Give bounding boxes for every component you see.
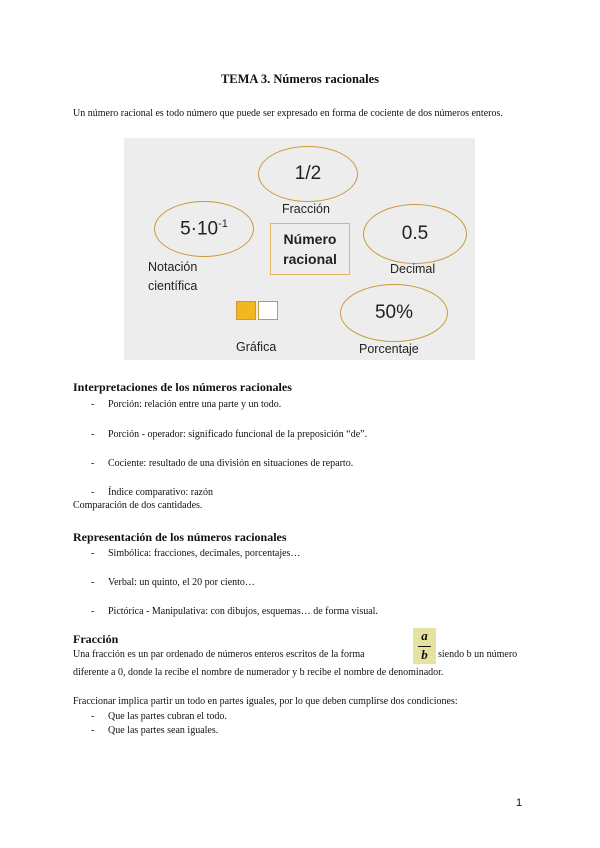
fraction-definition-1b: siendo b un número	[438, 649, 518, 660]
decimal-oval	[363, 204, 467, 264]
decimal-value: 0.5	[401, 223, 429, 244]
representation-heading: Representación de los números racionales	[73, 530, 287, 544]
interpretations-heading: Interpretaciones de los números racionales	[73, 380, 292, 394]
fraccionar-paragraph: Fraccionar implica partir un todo en partes iguales, por lo que deben cumplirse dos condiciones:	[73, 696, 458, 707]
list-item: - Porción - operador: significado funcional de la preposición “de”.	[91, 429, 368, 440]
intro-paragraph: Un número racional es todo número que puede ser expresado en forma de cociente de dos números enteros.	[73, 108, 503, 119]
fraction-label: Fracción	[282, 202, 330, 216]
graphic-filled-half	[236, 301, 256, 320]
graphic-label: Gráfica	[236, 340, 277, 354]
list-item: - Simbólica: fracciones, decimales, porcentajes…	[91, 548, 301, 559]
list-item: - Que las partes cubran el todo.	[91, 711, 227, 722]
fraction-definition-1a: Una fracción es un par ordenado de números enteros escritos de la forma	[73, 649, 365, 660]
percent-value: 50%	[374, 302, 414, 323]
page-number: 1	[516, 797, 523, 809]
list-item: - Porción: relación entre una parte y un todo.	[91, 399, 282, 410]
list-item: - Pictórica - Manipulativa: con dibujos, esquemas… de forma visual.	[91, 606, 378, 617]
fraction-oval	[258, 146, 358, 202]
fraction-symbol-numerator: a	[421, 628, 428, 643]
fraction-symbol-denominator: b	[421, 647, 428, 662]
graphic-empty-half	[258, 301, 278, 320]
scientific-oval	[154, 201, 254, 257]
rational-number-diagram	[124, 138, 475, 360]
scientific-label: Notación científica	[148, 260, 198, 293]
page-title: TEMA 3. Números racionales	[220, 72, 380, 86]
percent-oval	[340, 284, 448, 342]
fraction-value: 1/2	[294, 163, 322, 184]
decimal-label: Decimal	[390, 262, 436, 276]
interpretations-note: Comparación de dos cantidades.	[73, 500, 203, 511]
list-item: - Que las partes sean iguales.	[91, 725, 219, 736]
fraction-definition-2: diferente a 0, donde la recibe el nombre de numerador y b recibe el nombre de denominador.	[73, 667, 444, 678]
scientific-value: $5\cdot 10^{-1}$	[180, 217, 228, 240]
percent-label: Porcentaje	[359, 342, 419, 356]
fraction-symbol	[413, 628, 436, 664]
center-label-box: Número racional	[270, 223, 350, 275]
fraction-heading: Fracción	[73, 632, 119, 646]
list-item: - Verbal: un quinto, el 20 por ciento…	[91, 577, 255, 588]
list-item: - Índice comparativo: razón	[91, 487, 213, 498]
list-item: - Cociente: resultado de una división en situaciones de reparto.	[91, 458, 354, 469]
